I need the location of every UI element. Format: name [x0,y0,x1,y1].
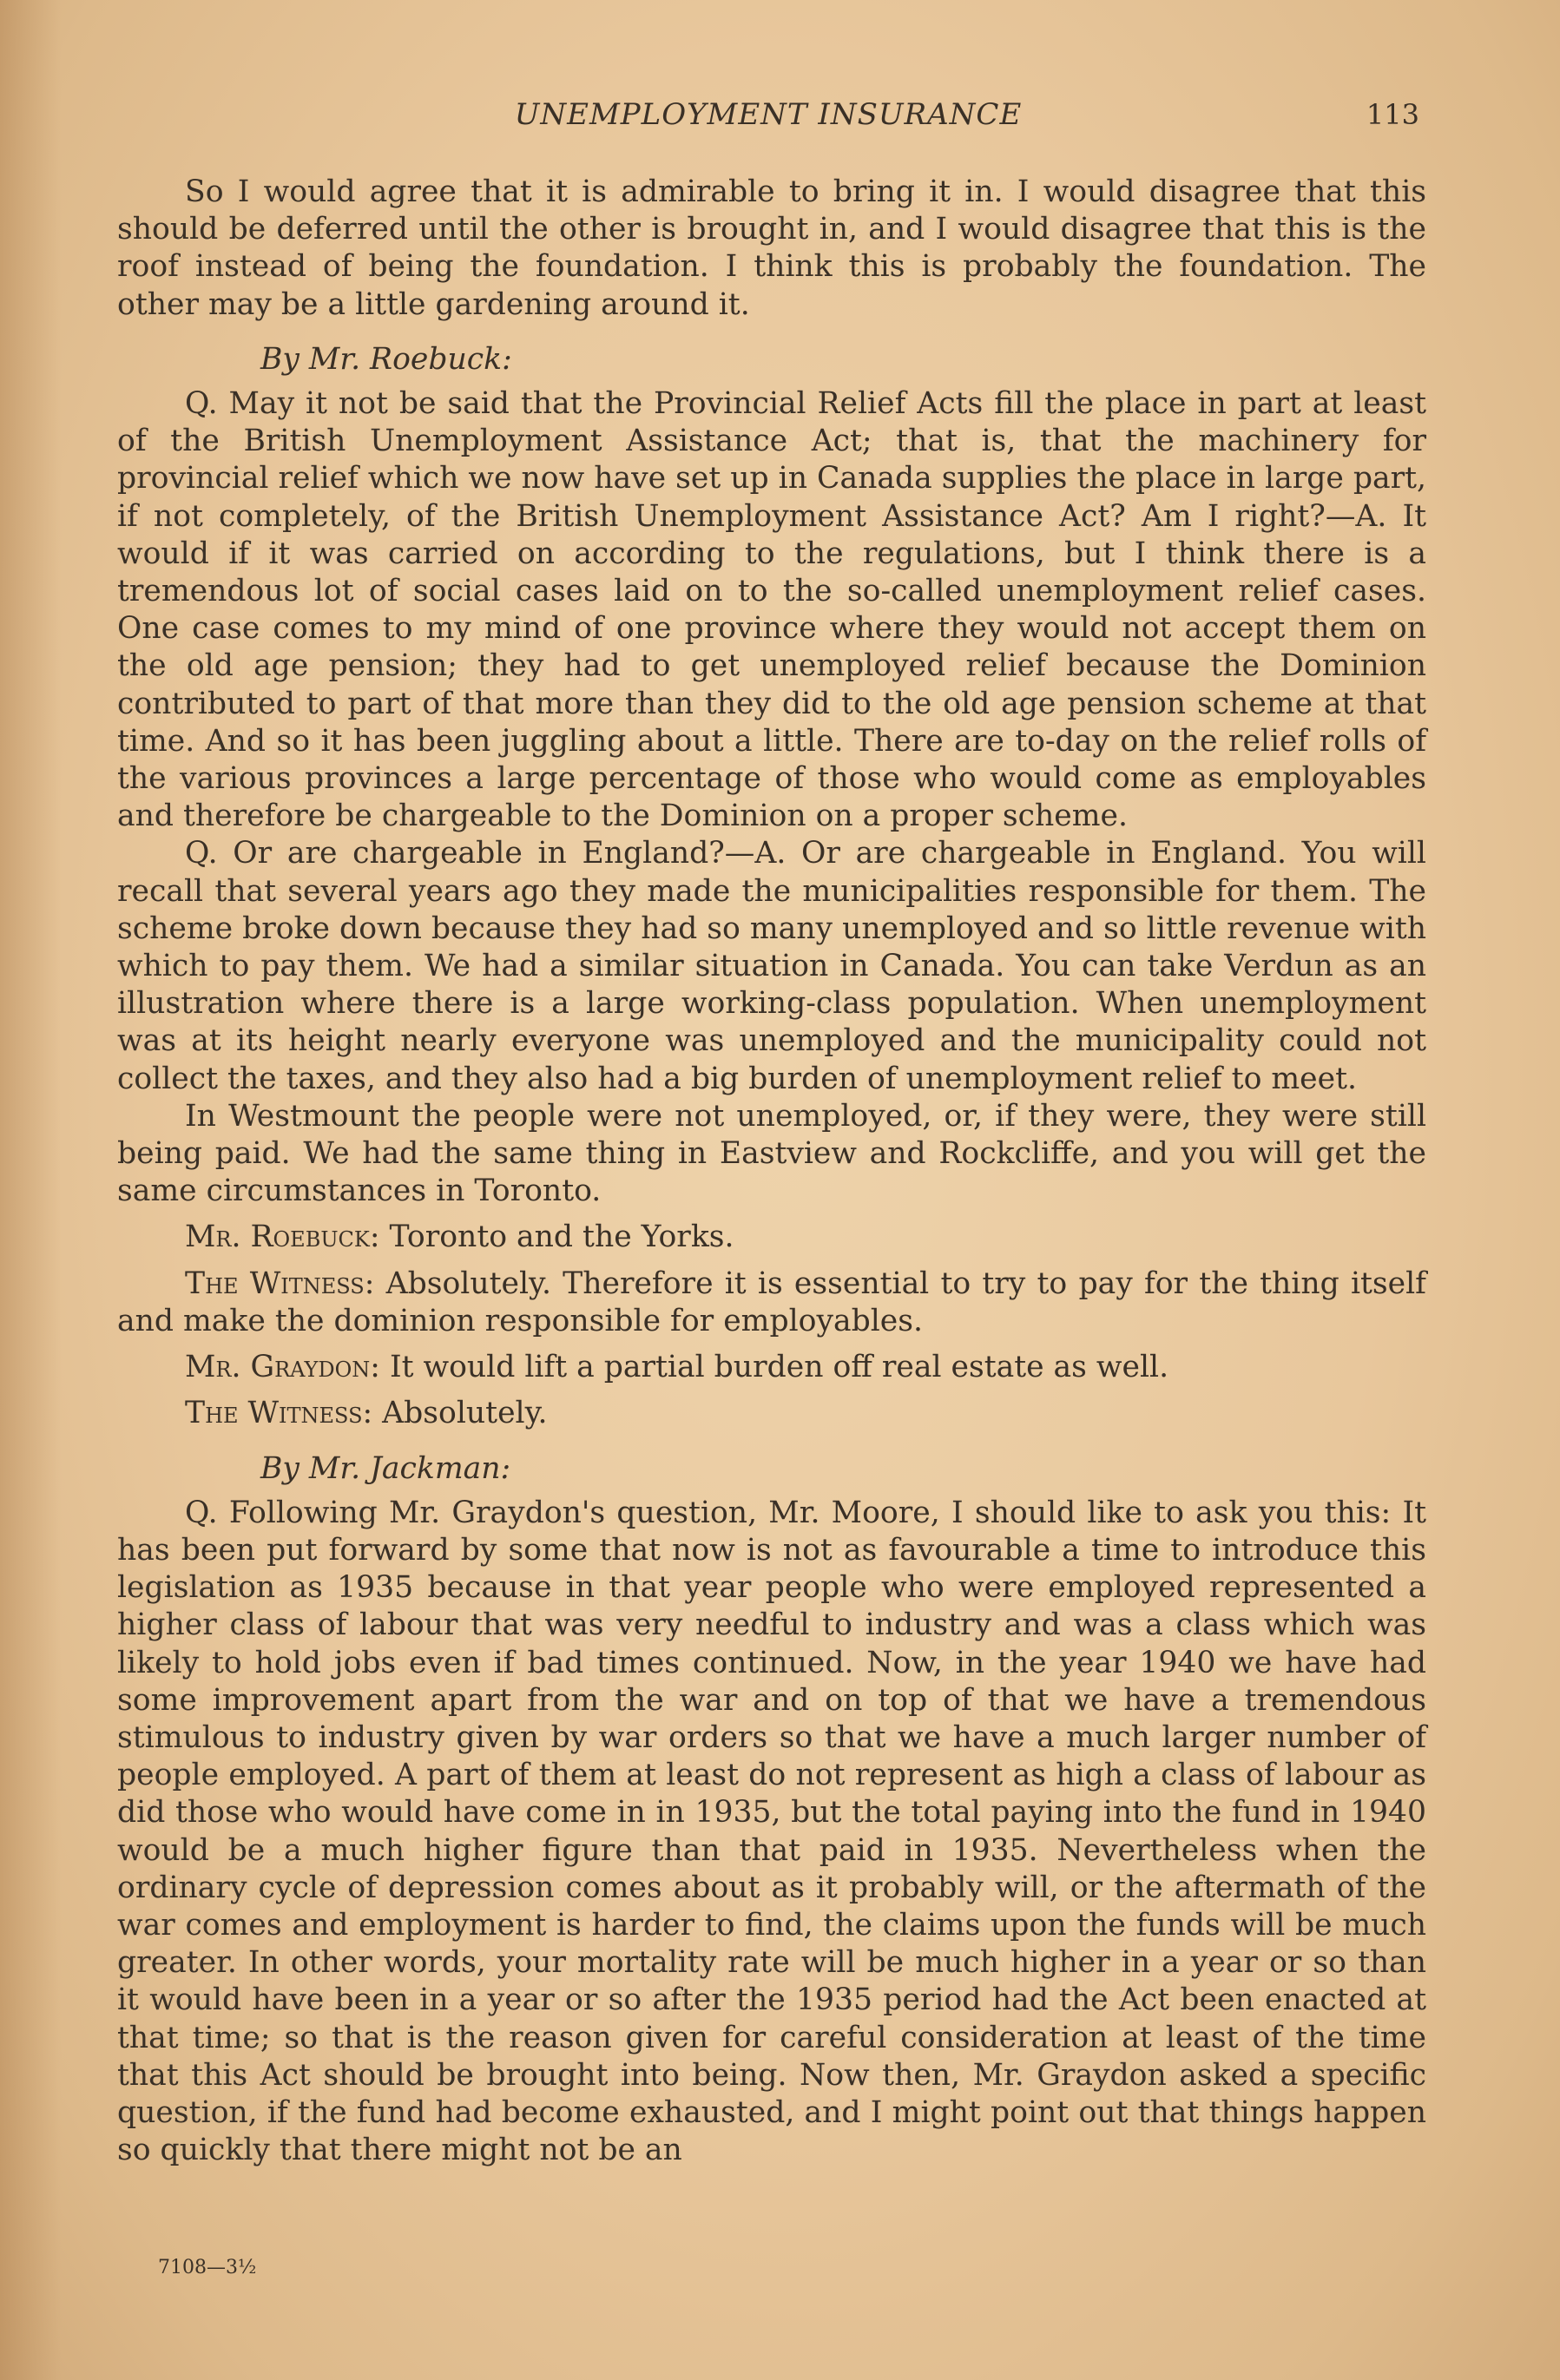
running-head [117,94,1419,135]
paragraph: Q. Or are chargeable in England?—A. Or are chargeable in England. You will recall that several years ago they made the municipalities responsible for them. The scheme broke down because they had so many unemployed and so little revenue with which to pay them. We had a similar situation in Canada. You can take Verdun as an illustration where there is a large working-class population. When unemployment was at its height nearly everyone was unemployed and the municipality could not collect the taxes, and they also had a big burden of unemployment relief to meet. [117,836,1426,1096]
speaker-line: The Witness: Absolutely. [185,1396,548,1431]
speaker-name: Mr. Graydon [185,1350,371,1385]
paragraph: Q. May it not be said that the Provincial Relief Acts fill the place in part at least of the British Unemployment Assistance Act; that is, that the machinery for provincial relief which we now have set up in Canada supplies the place in large part, if not completely, of the British Unemployment Assistance Act? Am I right?—A. It would if it was carried on according to the regulations, but I think there is a tremendous lot of social cases laid on to the so-called unemployment relief cases. One case comes to my mind of one province where they would not accept them on the old age pension; they had to get unemployed relief because the Dominion contributed to part of that more than they did to the old age pension scheme at that time. And so it has been juggling about a little. There are to-day on the relief rolls of the various provinces a large percentage of those who would come as employables and therefore be chargeable to the Dominion on a proper scheme. [117,386,1426,834]
speaker-name: The Witness [185,1266,365,1301]
paragraph: In Westmount the people were not unemployed, or, if they were, they were still being paid. We had the same thing in Eastview and Rockcliffe, and you will get the same circumstances in Toronto. [117,1098,1426,1209]
byline: By Mr. Roebuck: [260,341,512,377]
running-head-title: UNEMPLOYMENT INSURANCE [514,97,1023,132]
page-number: 113 [1366,98,1419,131]
speaker-line: Mr. Graydon: It would lift a partial burden off real estate as well. [185,1350,1169,1385]
page-edge-shading [0,0,61,2380]
paragraph: Q. Following Mr. Graydon's question, Mr. Moore, I should like to ask you this: It has been put forward by some that now is not as favourable a time to introduce this legislation as 1935 because in that year people who were employed represented a higher class of labour that was very needful to industry and was a class which was likely to hold jobs even if bad times continued. Now, in the year 1940 we have had some improvement apart from the war and on top of that we have a tremendous stimulous to industry given by war orders so that we have a much larger number of people employed. A part of them at least do not represent as high a class of labour as did those who would have come in in 1935, but the total paying into the fund in 1940 would be a much higher figure than that paid in 1935. Nevertheless when the ordinary cycle of depression comes about as it probably will, or the aftermath of the war comes and employment is harder to find, the claims upon the funds will be much greater. In other words, your mortality rate will be much higher in a year or so than it would have been in a year or so after the 1935 period had the Act been enacted at that time; so that is the reason given for careful consideration at least of the time that this Act should be brought into being. Now then, Mr. Graydon asked a specific question, if the fund had become exhausted, and I might point out that things happen so quickly that there might not be an [117,1495,1426,2168]
speaker-line: Mr. Roebuck: Toronto and the Yorks. [185,1220,734,1255]
speaker-text: Absolutely. [382,1396,548,1431]
body-text [117,174,1426,2169]
speaker-name: Mr. Roebuck [185,1220,370,1255]
speaker-text: It would lift a partial burden off real estate as well. [389,1350,1169,1385]
paragraph: So I would agree that it is admirable to bring it in. I would disagree that this should be deferred until the other is brought in, and I would disagree that this is the roof instead of being the foundation. I think this is probably the foundation. The other may be a little gardening around it. [117,174,1426,322]
speaker-line: The Witness: Absolutely. Therefore it is essential to try to pay for the thing itself and make the dominion responsible for employables. [117,1266,1426,1338]
speaker-text: Toronto and the Yorks. [389,1220,734,1255]
printer-signature: 7108—3½ [158,2257,257,2278]
speaker-text: Absolutely. Therefore it is essential to try to pay for the thing itself and make the dominion responsible for employables. [117,1266,1426,1338]
speaker-name: The Witness [185,1396,363,1431]
byline: By Mr. Jackman: [260,1450,511,1486]
